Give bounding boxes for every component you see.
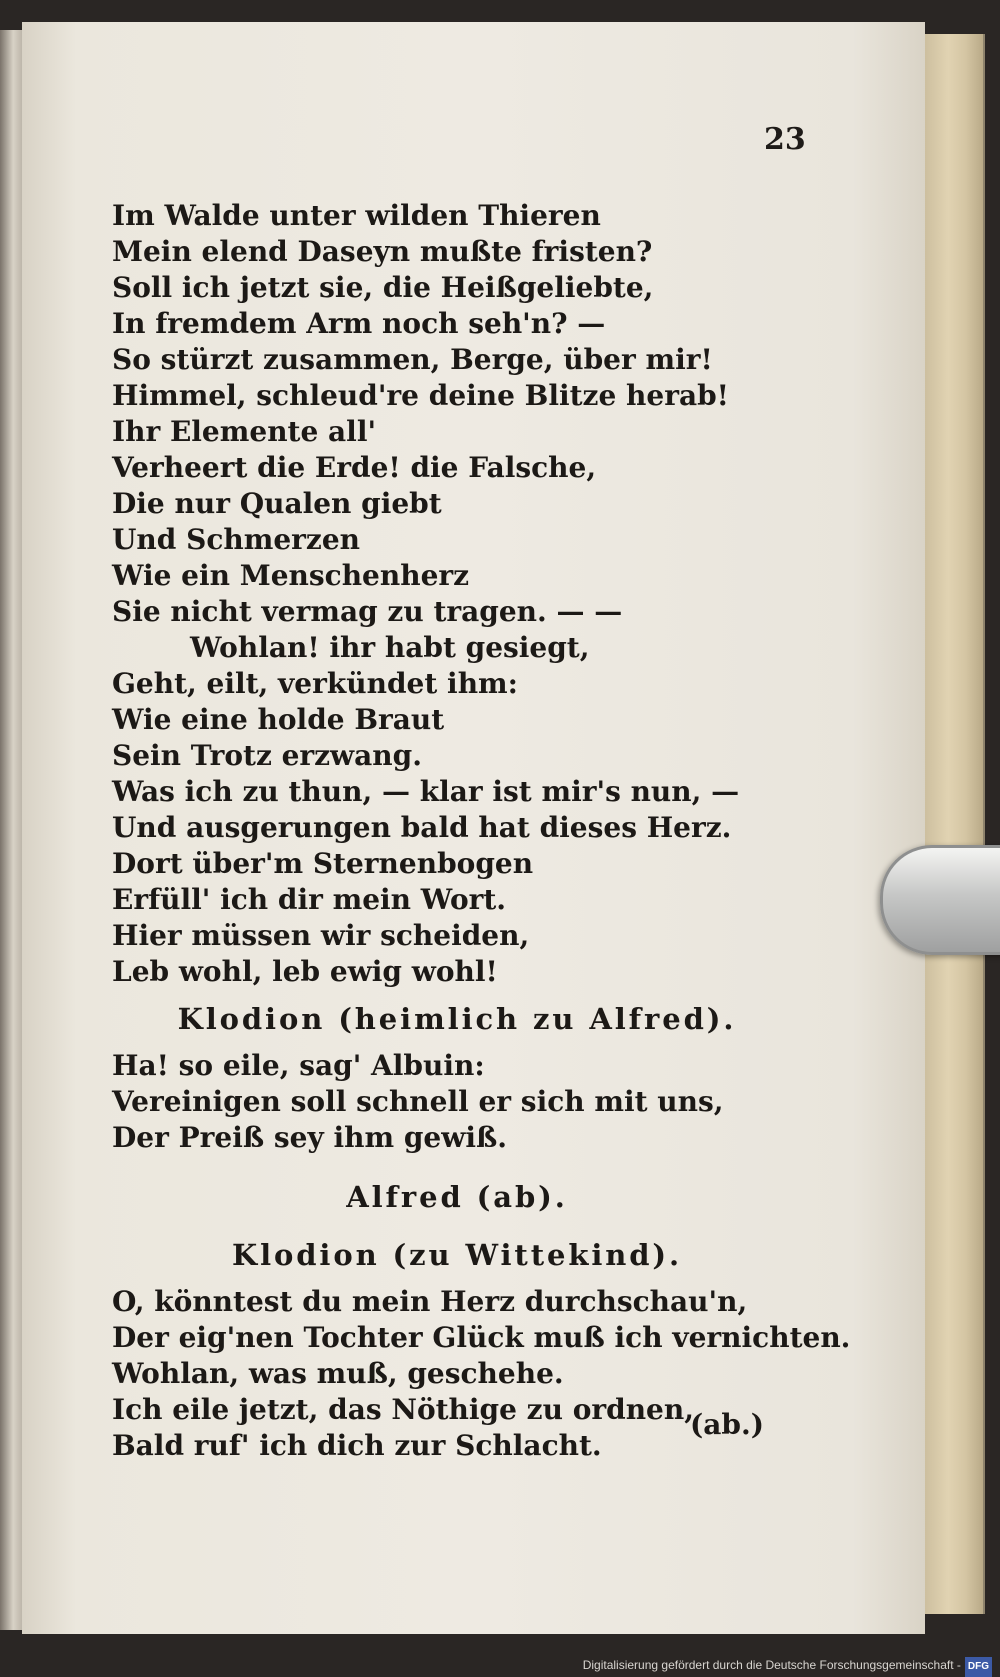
previous-page-edge [0, 30, 22, 1630]
verse-line: Die nur Qualen giebt [112, 487, 442, 520]
verse-line: Und Schmerzen [112, 523, 360, 556]
speaker-heading: Klodion (heimlich zu Alfred). [177, 1002, 737, 1036]
verse-line: Sein Trotz erzwang. [112, 739, 422, 772]
verse-line: Erfüll' ich dir mein Wort. [112, 883, 507, 916]
verse-line: Vereinigen soll schnell er sich mit uns, [112, 1085, 724, 1118]
verse-line: Geht, eilt, verkündet ihm: [112, 667, 519, 700]
digitization-footer [583, 1655, 992, 1675]
exit-note: (ab.) [690, 1408, 764, 1441]
verse-line: Wie eine holde Braut [112, 703, 445, 736]
verse-line: O, könntest du mein Herz durchschau'n, [112, 1285, 748, 1318]
page-stack-edge [925, 34, 985, 1614]
verse-line: Himmel, schleud're deine Blitze herab! [112, 379, 729, 412]
page-clip [880, 845, 1000, 955]
verse-line: Ich eile jetzt, das Nöthige zu ordnen, [112, 1393, 694, 1426]
verse-line: So stürzt zusammen, Berge, über mir! [112, 343, 713, 376]
footer-text: Digitalisierung gefördert durch die Deutsche Forschungsgemeinschaft - [582, 1658, 961, 1672]
verse-line: Hier müssen wir scheiden, [112, 919, 530, 952]
verse-line: Im Walde unter wilden Thieren [112, 199, 601, 232]
verse-line: Der Preiß sey ihm gewiß. [112, 1121, 507, 1154]
verse-line: Der eig'nen Tochter Glück muß ich vernichten. [112, 1321, 851, 1354]
verse-line: Wohlan, was muß, geschehe. [112, 1357, 564, 1390]
verse-line: Wohlan! ihr habt gesiegt, [190, 631, 590, 664]
verse-text [112, 198, 851, 1464]
verse-line: In fremdem Arm noch seh'n? — [112, 307, 606, 340]
verse-line: Leb wohl, leb ewig wohl! [112, 955, 498, 988]
verse-line: Mein elend Daseyn mußte fristen? [112, 235, 653, 268]
verse-line: Verheert die Erde! die Falsche, [112, 451, 597, 484]
verse-line: Ihr Elemente all' [112, 415, 377, 448]
verse-line: Ha! so eile, sag' Albuin: [112, 1049, 485, 1082]
dfg-logo: DFG [965, 1657, 992, 1677]
verse-line: Sie nicht vermag zu tragen. — — [112, 595, 623, 628]
verse-line: Was ich zu thun, — klar ist mir's nun, — [112, 775, 740, 808]
verse-line: Bald ruf' ich dich zur Schlacht. [112, 1429, 602, 1462]
verse-line: Soll ich jetzt sie, die Heißgeliebte, [112, 271, 654, 304]
verse-line: Wie ein Menschenherz [112, 559, 470, 592]
verse-line: Und ausgerungen bald hat dieses Herz. [112, 811, 732, 844]
page-number: 23 [764, 122, 806, 157]
speaker-heading: Klodion (zu Wittekind). [231, 1238, 683, 1272]
verse-line: Dort über'm Sternenbogen [112, 847, 534, 880]
stage-direction: Alfred (ab). [346, 1180, 568, 1214]
